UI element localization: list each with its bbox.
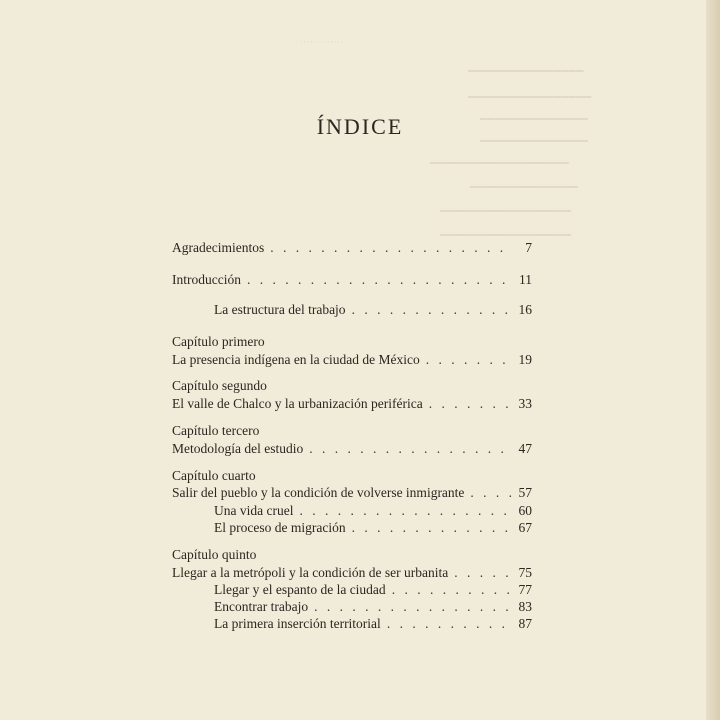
toc-entry[interactable]: [172, 485, 532, 503]
entry-label: Metodología del estudio: [172, 441, 304, 456]
toc-subentry[interactable]: [172, 520, 532, 538]
dot-leader: [392, 582, 512, 598]
dot-leader: [426, 352, 512, 368]
page-number: 16: [518, 302, 532, 317]
toc-subentry[interactable]: [172, 503, 532, 521]
page-number: 60: [518, 503, 532, 518]
page-number: 57: [518, 485, 532, 500]
chapter-heading: Capítulo tercero: [172, 423, 260, 438]
chapter-heading: Capítulo segundo: [172, 378, 267, 393]
page-number: 67: [518, 520, 532, 535]
bleed-through: ━━━━━━━━━━━━━━━: [468, 64, 584, 78]
bleed-through: ━━━━━━━━━━━━━━━━: [468, 90, 592, 104]
dot-leader: [454, 565, 512, 581]
entry-label: El valle de Chalco y la urbanización periférica: [172, 396, 423, 411]
page-number: 75: [518, 565, 532, 580]
toc-subentry[interactable]: [172, 302, 532, 320]
entry-label: Una vida cruel: [214, 503, 294, 518]
dot-leader: [309, 441, 512, 457]
entry-label: Agradecimientos: [172, 240, 265, 255]
chapter-heading: Capítulo quinto: [172, 547, 257, 562]
page-number: 47: [518, 441, 532, 456]
bleed-through: ━━━━━━━━━━━━━━: [480, 112, 589, 126]
page-number: 19: [518, 352, 532, 367]
toc-entry[interactable]: [172, 441, 532, 459]
toc-entry[interactable]: [172, 240, 532, 258]
page-number: 33: [518, 396, 532, 411]
dot-leader: [270, 240, 512, 256]
dot-leader: [247, 272, 512, 288]
entry-label: Salir del pueblo y la condición de volverse inmigrante: [172, 485, 465, 500]
dot-leader: [299, 503, 512, 519]
page-number: 7: [525, 240, 532, 255]
chapter-heading: Capítulo primero: [172, 334, 265, 349]
entry-label: Llegar y el espanto de la ciudad: [214, 582, 386, 597]
bleed-through: ━━━━━━━━━━━━━━━━━━: [430, 156, 570, 170]
dot-leader: [314, 599, 512, 615]
entry-label: Encontrar trabajo: [214, 599, 309, 614]
toc-subentry[interactable]: [172, 599, 532, 617]
dot-leader: [470, 485, 512, 501]
bleed-through: ·············: [300, 38, 344, 48]
page-number: 11: [519, 272, 532, 287]
toc-entry[interactable]: [172, 396, 532, 414]
entry-label: La primera inserción territorial: [214, 616, 381, 631]
chapter-heading: Capítulo cuarto: [172, 468, 256, 483]
entry-label: Introducción: [172, 272, 241, 287]
toc-subentry[interactable]: [172, 616, 532, 634]
dot-leader: [387, 616, 512, 632]
dot-leader: [429, 396, 512, 412]
page-number: 83: [518, 599, 532, 614]
bleed-through: ━━━━━━━━━━━━━━: [470, 180, 579, 194]
entry-label: Llegar a la metrópoli y la condición de ser urbanita: [172, 565, 449, 580]
page-edge: [706, 0, 720, 720]
entry-label: La presencia indígena en la ciudad de México: [172, 352, 420, 367]
bleed-through: ━━━━━━━━━━━━━━: [480, 134, 589, 148]
page-number: 77: [518, 582, 532, 597]
bleed-through: ━━━━━━━━━━━━━━━━━: [440, 204, 572, 218]
toc-entry[interactable]: [172, 565, 532, 583]
toc-entry[interactable]: [172, 352, 532, 370]
toc-entry[interactable]: [172, 272, 532, 290]
page-title: ÍNDICE: [316, 114, 404, 139]
toc-subentry[interactable]: [172, 582, 532, 600]
page-number: 87: [518, 616, 532, 631]
dot-leader: [352, 302, 512, 318]
entry-label: La estructura del trabajo: [214, 302, 346, 317]
bleed-through: ━━━━━━━━━━━━━━━━━: [440, 228, 572, 242]
dot-leader: [352, 520, 512, 536]
entry-label: El proceso de migración: [214, 520, 346, 535]
